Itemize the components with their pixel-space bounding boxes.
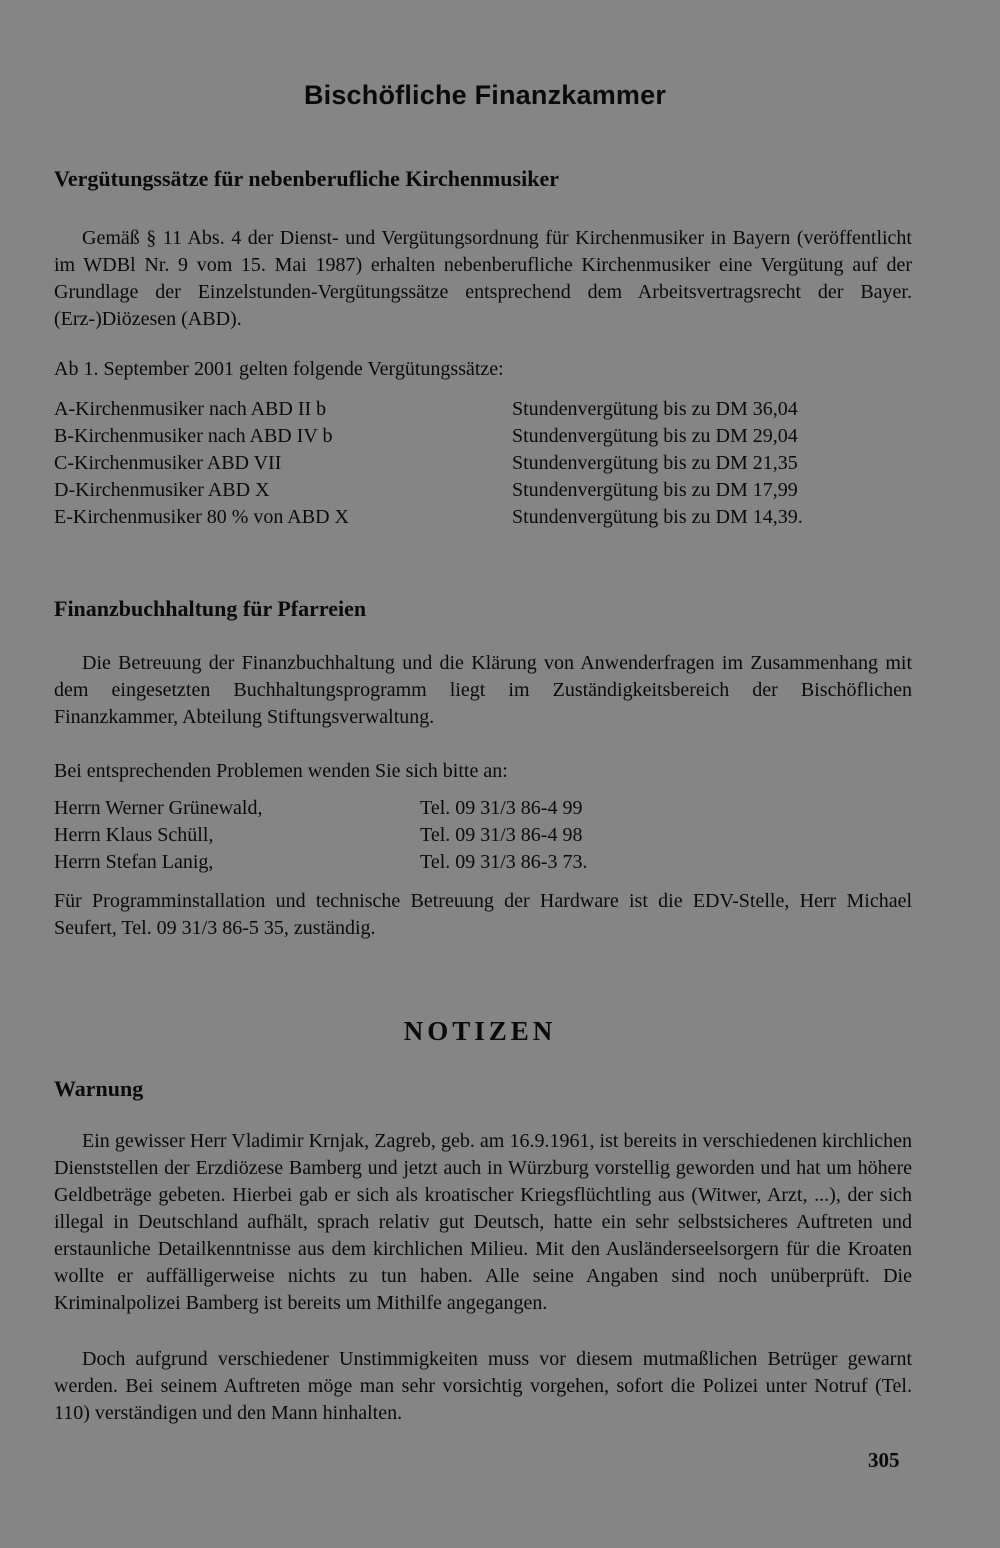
rate-row	[54, 504, 914, 531]
rate-amount: Stundenvergütung bis zu DM 29,04	[512, 425, 798, 447]
contacts-table	[54, 795, 754, 876]
contact-tel: Tel. 09 31/3 86-3 73.	[420, 851, 588, 873]
contact-name: Herrn Werner Grünewald,	[54, 797, 263, 819]
paragraph-warnung-1-text: Ein gewisser Herr Vladimir Krnjak, Zagreb, geb. am 16.9.1961, ist bereits in verschiedenen kirchlichen Dienststellen der Erzdiözese Bamberg und jetzt auch in Würzburg vorstellig geworden und hat um höhere Geldbeträge gebeten. Hierbei gab er sich als kroatischer Kriegsflüchtling aus (Witwer, Arzt, ...), der sich illegal in Deutschland aufhält, sprach relativ gut Deutsch, hatte ein sehr selbstsicheres Auftreten und erstaunliche Detailkenntnisse aus dem kirchlichen Milieu. Mit den Ausländerseelsorgern für die Kroaten wollte er auffälligerweise nichts zu tun haben. Alle seine Angaben sind noch unüberprüft. Die Kriminalpolizei Bamberg ist bereits um Mithilfe angegangen.	[54, 1130, 912, 1314]
rate-row	[54, 423, 914, 450]
contact-row	[54, 795, 754, 822]
section-heading-kirchenmusiker: Vergütungssätze für nebenberufliche Kirchenmusiker	[54, 166, 559, 191]
contact-row	[54, 849, 754, 876]
paragraph-verguetung-text: Gemäß § 11 Abs. 4 der Dienst- und Vergütungsordnung für Kirchenmusiker in Bayern (veröffentlicht im WDBl Nr. 9 vom 15. Mai 1987) erhalten nebenberufliche Kirchenmusiker eine Vergütung auf der Grundlage der Einzelstunden-Vergütungssätze entsprechend dem Arbeitsvertragsrecht der Bayer. (Erz-)Diözesen (ABD).	[54, 227, 912, 330]
rate-category: C-Kirchenmusiker ABD VII	[54, 452, 282, 474]
rate-amount: Stundenvergütung bis zu DM 17,99	[512, 479, 798, 501]
contacts-intro: Bei entsprechenden Problemen wenden Sie sich bitte an:	[54, 760, 508, 782]
rate-amount: Stundenvergütung bis zu DM 21,35	[512, 452, 798, 474]
notizen-title: NOTIZEN	[403, 1016, 557, 1046]
paragraph-warnung-2-text: Doch aufgrund verschiedener Unstimmigkeiten muss vor diesem mutmaßlichen Betrüger gewarnt werden. Bei seinem Auftreten möge man sehr vorsichtig vorgehen, sofort die Polizei unter Notruf (Tel. 110) verständigen und den Mann hinhalten.	[54, 1348, 912, 1424]
paragraph-finanzbuchhaltung	[54, 650, 912, 731]
rate-category: A-Kirchenmusiker nach ABD II b	[54, 398, 327, 420]
paragraph-warnung-1	[54, 1128, 912, 1317]
rates-intro: Ab 1. September 2001 gelten folgende Vergütungssätze:	[54, 358, 504, 380]
paragraph-finanzbuchhaltung-text: Die Betreuung der Finanzbuchhaltung und die Klärung von Anwenderfragen im Zusammenhang mit dem eingesetzten Buchhaltungsprogramm liegt im Zuständigkeitsbereich der Bischöflichen Finanzkammer, Abteilung Stiftungsverwaltung.	[54, 652, 912, 728]
rate-category: D-Kirchenmusiker ABD X	[54, 479, 270, 501]
rates-table	[54, 396, 914, 531]
rate-row	[54, 396, 914, 423]
rate-amount: Stundenvergütung bis zu DM 14,39.	[512, 506, 803, 528]
paragraph-warnung-2	[54, 1346, 912, 1427]
contact-name: Herrn Stefan Lanig,	[54, 851, 214, 873]
rate-row	[54, 450, 914, 477]
paragraph-verguetung	[54, 225, 912, 333]
rate-category: B-Kirchenmusiker nach ABD IV b	[54, 425, 333, 447]
rate-amount: Stundenvergütung bis zu DM 36,04	[512, 398, 798, 420]
section-heading-warnung: Warnung	[54, 1076, 144, 1101]
contact-name: Herrn Klaus Schüll,	[54, 824, 214, 846]
page-number: 305	[868, 1448, 900, 1472]
page-title: Bischöfliche Finanzkammer	[303, 80, 667, 110]
contact-tel: Tel. 09 31/3 86-4 98	[420, 824, 583, 846]
contact-row	[54, 822, 754, 849]
section-heading-finanzbuchhaltung: Finanzbuchhaltung für Pfarreien	[54, 596, 367, 621]
contact-tel: Tel. 09 31/3 86-4 99	[420, 797, 583, 819]
paragraph-edv: Für Programminstallation und technische Betreuung der Hardware ist die EDV-Stelle, Herr Michael Seufert, Tel. 09 31/3 86-5 35, zuständig.	[54, 890, 912, 939]
rate-category: E-Kirchenmusiker 80 % von ABD X	[54, 506, 349, 528]
rate-row	[54, 477, 914, 504]
